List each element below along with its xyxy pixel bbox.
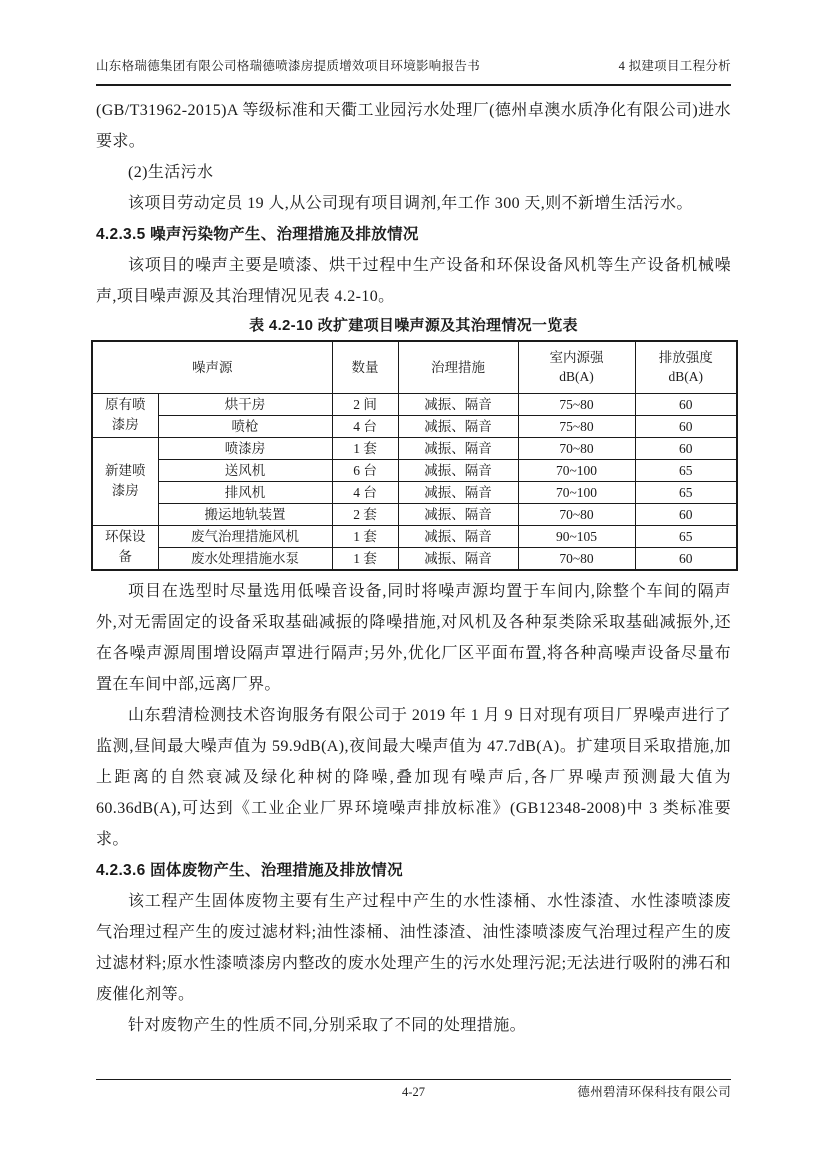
table-row (92, 393, 737, 415)
cell-emission-level: 65 (635, 459, 737, 481)
col-header-indoor-level-line2: dB(A) (559, 369, 594, 385)
para-continuation: (GB/T31962-2015)A 等级标准和天衢工业园污水处理厂(德州卓澳水质净化有限公司)进水要求。 (96, 102, 731, 150)
cell-treatment: 减振、隔音 (398, 393, 518, 415)
cell-quantity: 4 台 (332, 481, 398, 503)
row-group-label: 原有喷漆房 (92, 393, 158, 437)
col-header-quantity: 数量 (332, 341, 398, 393)
col-header-treatment: 治理措施 (398, 341, 518, 393)
para-domestic-sewage-label: (2)生活污水 (128, 164, 214, 181)
cell-source-name: 排风机 (158, 481, 332, 503)
page-header (96, 58, 731, 86)
cell-quantity: 1 套 (332, 547, 398, 570)
footer-company: 德州碧清环保科技有限公司 (577, 1085, 731, 1099)
cell-quantity: 2 套 (332, 503, 398, 525)
cell-indoor-level: 75~80 (518, 393, 635, 415)
cell-indoor-level: 70~100 (518, 481, 635, 503)
cell-source-name: 搬运地轨装置 (158, 503, 332, 525)
para-solid-waste-measures: 针对废物产生的性质不同,分别采取了不同的处理措施。 (128, 1016, 527, 1034)
cell-treatment: 减振、隔音 (398, 459, 518, 481)
cell-source-name: 喷枪 (158, 415, 332, 437)
para-noise-monitoring: 山东碧清检测技术咨询服务有限公司于 2019 年 1 月 9 日对现有项目厂界噪声进行了监测,昼间最大噪声值为 59.9dB(A),夜间最大噪声值为 47.7dB(A)。扩建项目采取措施,加上距离的自然衰减及绿化种树的降噪,叠加现有噪声后,各厂界噪声预测最大值为 60.36dB(A),可达到《工业企业厂界环境噪声排放标准》(GB12348-2008)中 3 类标准要求。 (96, 706, 731, 848)
noise-source-table (91, 340, 738, 571)
section-heading-4-2-3-5: 4.2.3.5 噪声污染物产生、治理措施及排放情况 (96, 226, 419, 243)
cell-emission-level: 65 (635, 525, 737, 547)
cell-treatment: 减振、隔音 (398, 547, 518, 570)
para-noise-measures: 项目在选型时尽量选用低噪音设备,同时将噪声源均置于车间内,除整个车间的隔声外,对无需固定的设备采取基础减振的降噪措施,对风机及各种泵类除采取基础减振外,还在各噪声源周围增设隔声罩进行隔声;另外,优化厂区平面布置,将各种高噪声设备尽量布置在车间中部,远离厂界。 (96, 582, 731, 693)
report-title: 山东格瑞德集团有限公司格瑞德喷漆房提质增效项目环境影响报告书 (96, 59, 481, 73)
cell-source-name: 喷漆房 (158, 437, 332, 459)
cell-source-name: 送风机 (158, 459, 332, 481)
col-header-indoor-level-line1: 室内源强 (549, 350, 604, 366)
col-header-noise-source: 噪声源 (92, 341, 332, 393)
table-row (92, 415, 737, 437)
cell-source-name: 废气治理措施风机 (158, 525, 332, 547)
cell-quantity: 1 套 (332, 437, 398, 459)
cell-quantity: 6 台 (332, 459, 398, 481)
cell-source-name: 废水处理措施水泵 (158, 547, 332, 570)
table-row (92, 525, 737, 547)
cell-source-name: 烘干房 (158, 393, 332, 415)
table-row (92, 547, 737, 570)
page-footer (96, 1079, 731, 1106)
cell-treatment: 减振、隔音 (398, 415, 518, 437)
cell-emission-level: 60 (635, 437, 737, 459)
cell-emission-level: 60 (635, 415, 737, 437)
cell-quantity: 4 台 (332, 415, 398, 437)
row-group-label: 环保设备 (92, 525, 158, 570)
cell-emission-level: 60 (635, 503, 737, 525)
para-solid-waste-intro: 该工程产生固体废物主要有生产过程中产生的水性漆桶、水性漆渣、水性漆喷漆废气治理过程产生的废过滤材料;油性漆桶、油性漆渣、油性漆喷漆废气治理过程产生的废过滤材料;原水性漆喷漆房内整改的废水处理产生的污水处理污泥;无法进行吸附的沸石和废催化剂等。 (96, 892, 731, 1003)
cell-indoor-level: 70~80 (518, 437, 635, 459)
cell-treatment: 减振、隔音 (398, 525, 518, 547)
section-heading-4-2-3-6: 4.2.3.6 固体废物产生、治理措施及排放情况 (96, 861, 403, 879)
cell-emission-level: 60 (635, 547, 737, 570)
cell-quantity: 1 套 (332, 525, 398, 547)
cell-quantity: 2 间 (332, 393, 398, 415)
table-caption: 表 4.2-10 改扩建项目噪声源及其治理情况一览表 (249, 317, 578, 334)
col-header-emission-level-line2: dB(A) (668, 369, 703, 385)
cell-indoor-level: 70~80 (518, 503, 635, 525)
row-group-label: 新建喷漆房 (92, 437, 158, 525)
table-row (92, 481, 737, 503)
document-body (96, 95, 731, 1041)
para-noise-intro: 该项目的噪声主要是喷漆、烘干过程中生产设备和环保设备风机等生产设备机械噪声,项目噪声源及其治理情况见表 4.2-10。 (96, 257, 731, 305)
cell-treatment: 减振、隔音 (398, 481, 518, 503)
cell-indoor-level: 75~80 (518, 415, 635, 437)
cell-treatment: 减振、隔音 (398, 437, 518, 459)
cell-treatment: 减振、隔音 (398, 503, 518, 525)
cell-emission-level: 60 (635, 393, 737, 415)
table-row (92, 459, 737, 481)
cell-indoor-level: 70~100 (518, 459, 635, 481)
chapter-title: 4 拟建项目工程分析 (618, 59, 731, 73)
table-row (92, 437, 737, 459)
cell-emission-level: 65 (635, 481, 737, 503)
col-header-indoor-level (518, 341, 635, 393)
col-header-emission-level (635, 341, 737, 393)
page-number: 4-27 (402, 1085, 425, 1099)
table-header-row (92, 341, 737, 393)
col-header-emission-level-line1: 排放强度 (658, 350, 713, 366)
para-domestic-sewage: 该项目劳动定员 19 人,从公司现有项目调剂,年工作 300 天,则不新增生活污水。 (128, 195, 693, 212)
table-row (92, 503, 737, 525)
cell-indoor-level: 90~105 (518, 525, 635, 547)
cell-indoor-level: 70~80 (518, 547, 635, 570)
